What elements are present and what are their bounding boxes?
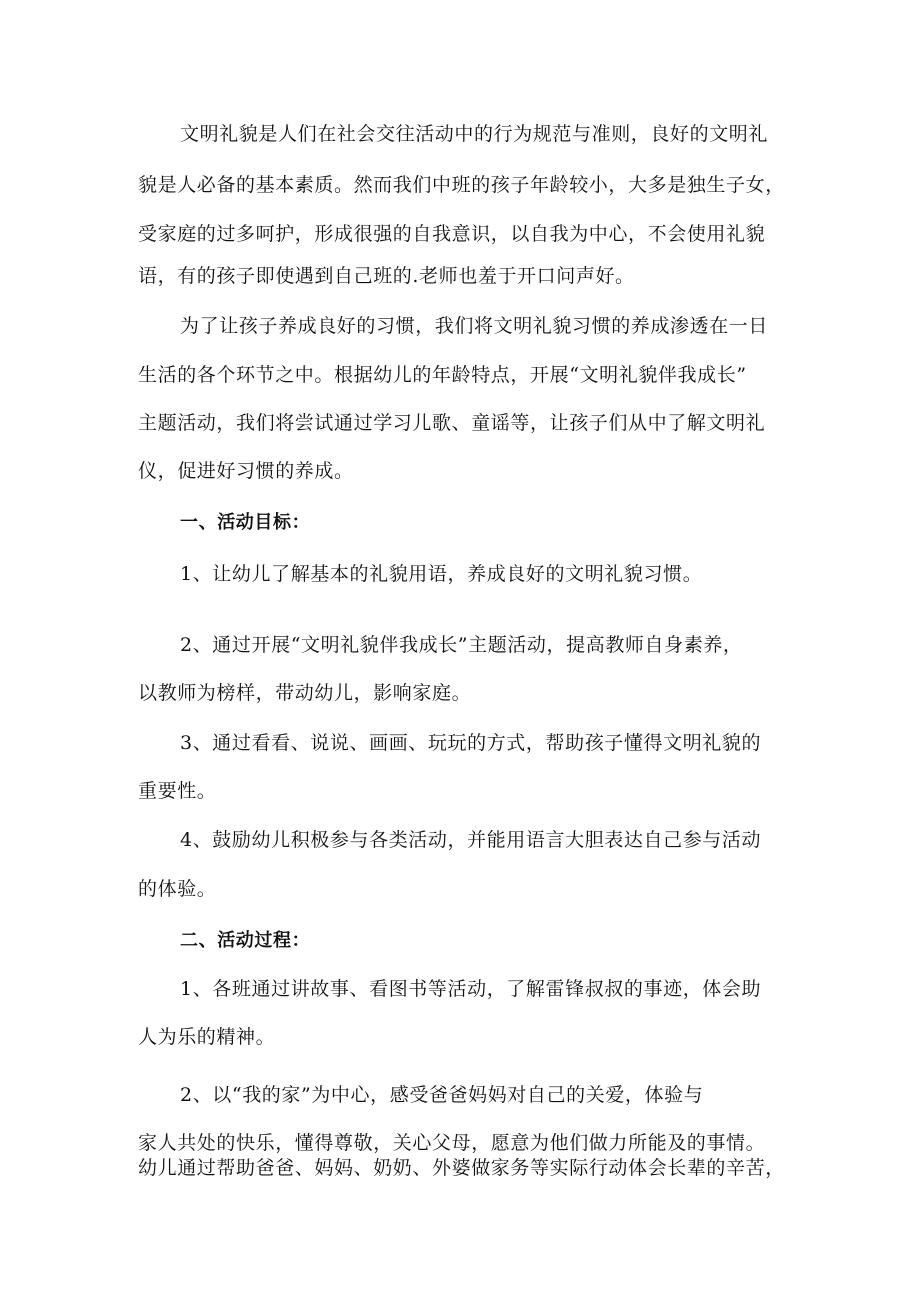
paragraph-2-line-4: 仪，促进好习惯的养成。 (138, 460, 354, 482)
process-2-line-2: 家人共处的快乐，懂得尊敬，关心父母，愿意为他们做力所能及的事情。 (138, 1132, 766, 1154)
goal-2-line-1: 2、通过开展“文明礼貌伴我成长”主题活动，提高教师自身素养， (180, 634, 743, 656)
goal-2-line-2: 以教师为榜样，带动幼儿，影响家庭。 (138, 682, 472, 704)
goal-4-line-1: 4、鼓励幼儿积极参与各类活动，并能用语言大胆表达自己参与活动 (180, 829, 762, 851)
paragraph-2-line-3: 主题活动，我们将尝试通过学习儿歌、童谣等，让孩子们从中了解文明礼 (138, 412, 766, 434)
process-1-line-2: 人为乐的精神。 (138, 1026, 276, 1048)
paragraph-1-line-1: 文明礼貌是人们在社会交往活动中的行为规范与准则，良好的文明礼 (180, 123, 769, 145)
goal-4-line-2: 的体验。 (138, 878, 217, 900)
paragraph-2-line-1: 为了让孩子养成良好的习惯，我们将文明礼貌习惯的养成渗透在一日 (180, 315, 769, 337)
goal-3-line-2: 重要性。 (138, 780, 217, 802)
paragraph-1-line-3: 受家庭的过多呵护，形成很强的自我意识，以自我为中心，不会使用礼貌 (138, 223, 766, 245)
process-2-line-1: 2、以“我的家”为中心，感受爸爸妈妈对自己的关爱，体验与 (180, 1084, 704, 1106)
process-1-line-1: 1、各班通过讲故事、看图书等活动，了解雷锋叔叔的事迹，体会助 (180, 978, 762, 1000)
section-heading-process: 二、活动过程： (180, 930, 311, 951)
section-heading-goals: 一、活动目标： (180, 512, 311, 533)
goal-3-line-1: 3、通过看看、说说、画画、玩玩的方式，帮助孩子懂得文明礼貌的 (180, 732, 762, 754)
paragraph-1-line-2: 貌是人必备的基本素质。然而我们中班的孩子年龄较小，大多是独生子女， (138, 174, 785, 196)
paragraph-1-line-4: 语，有的孩子即使遇到自己班的.老师也羞于开口问声好。 (138, 265, 635, 287)
goal-1-line-1: 1、让幼儿了解基本的礼貌用语，养成良好的文明礼貌习惯。 (180, 563, 703, 585)
process-2-line-3: 幼儿通过帮助爸爸、妈妈、奶奶、外婆做家务等实际行动体会长辈的辛苦， (138, 1157, 785, 1179)
paragraph-2-line-2: 生活的各个环节之中。根据幼儿的年龄特点，开展“文明礼貌伴我成长” (138, 364, 747, 386)
